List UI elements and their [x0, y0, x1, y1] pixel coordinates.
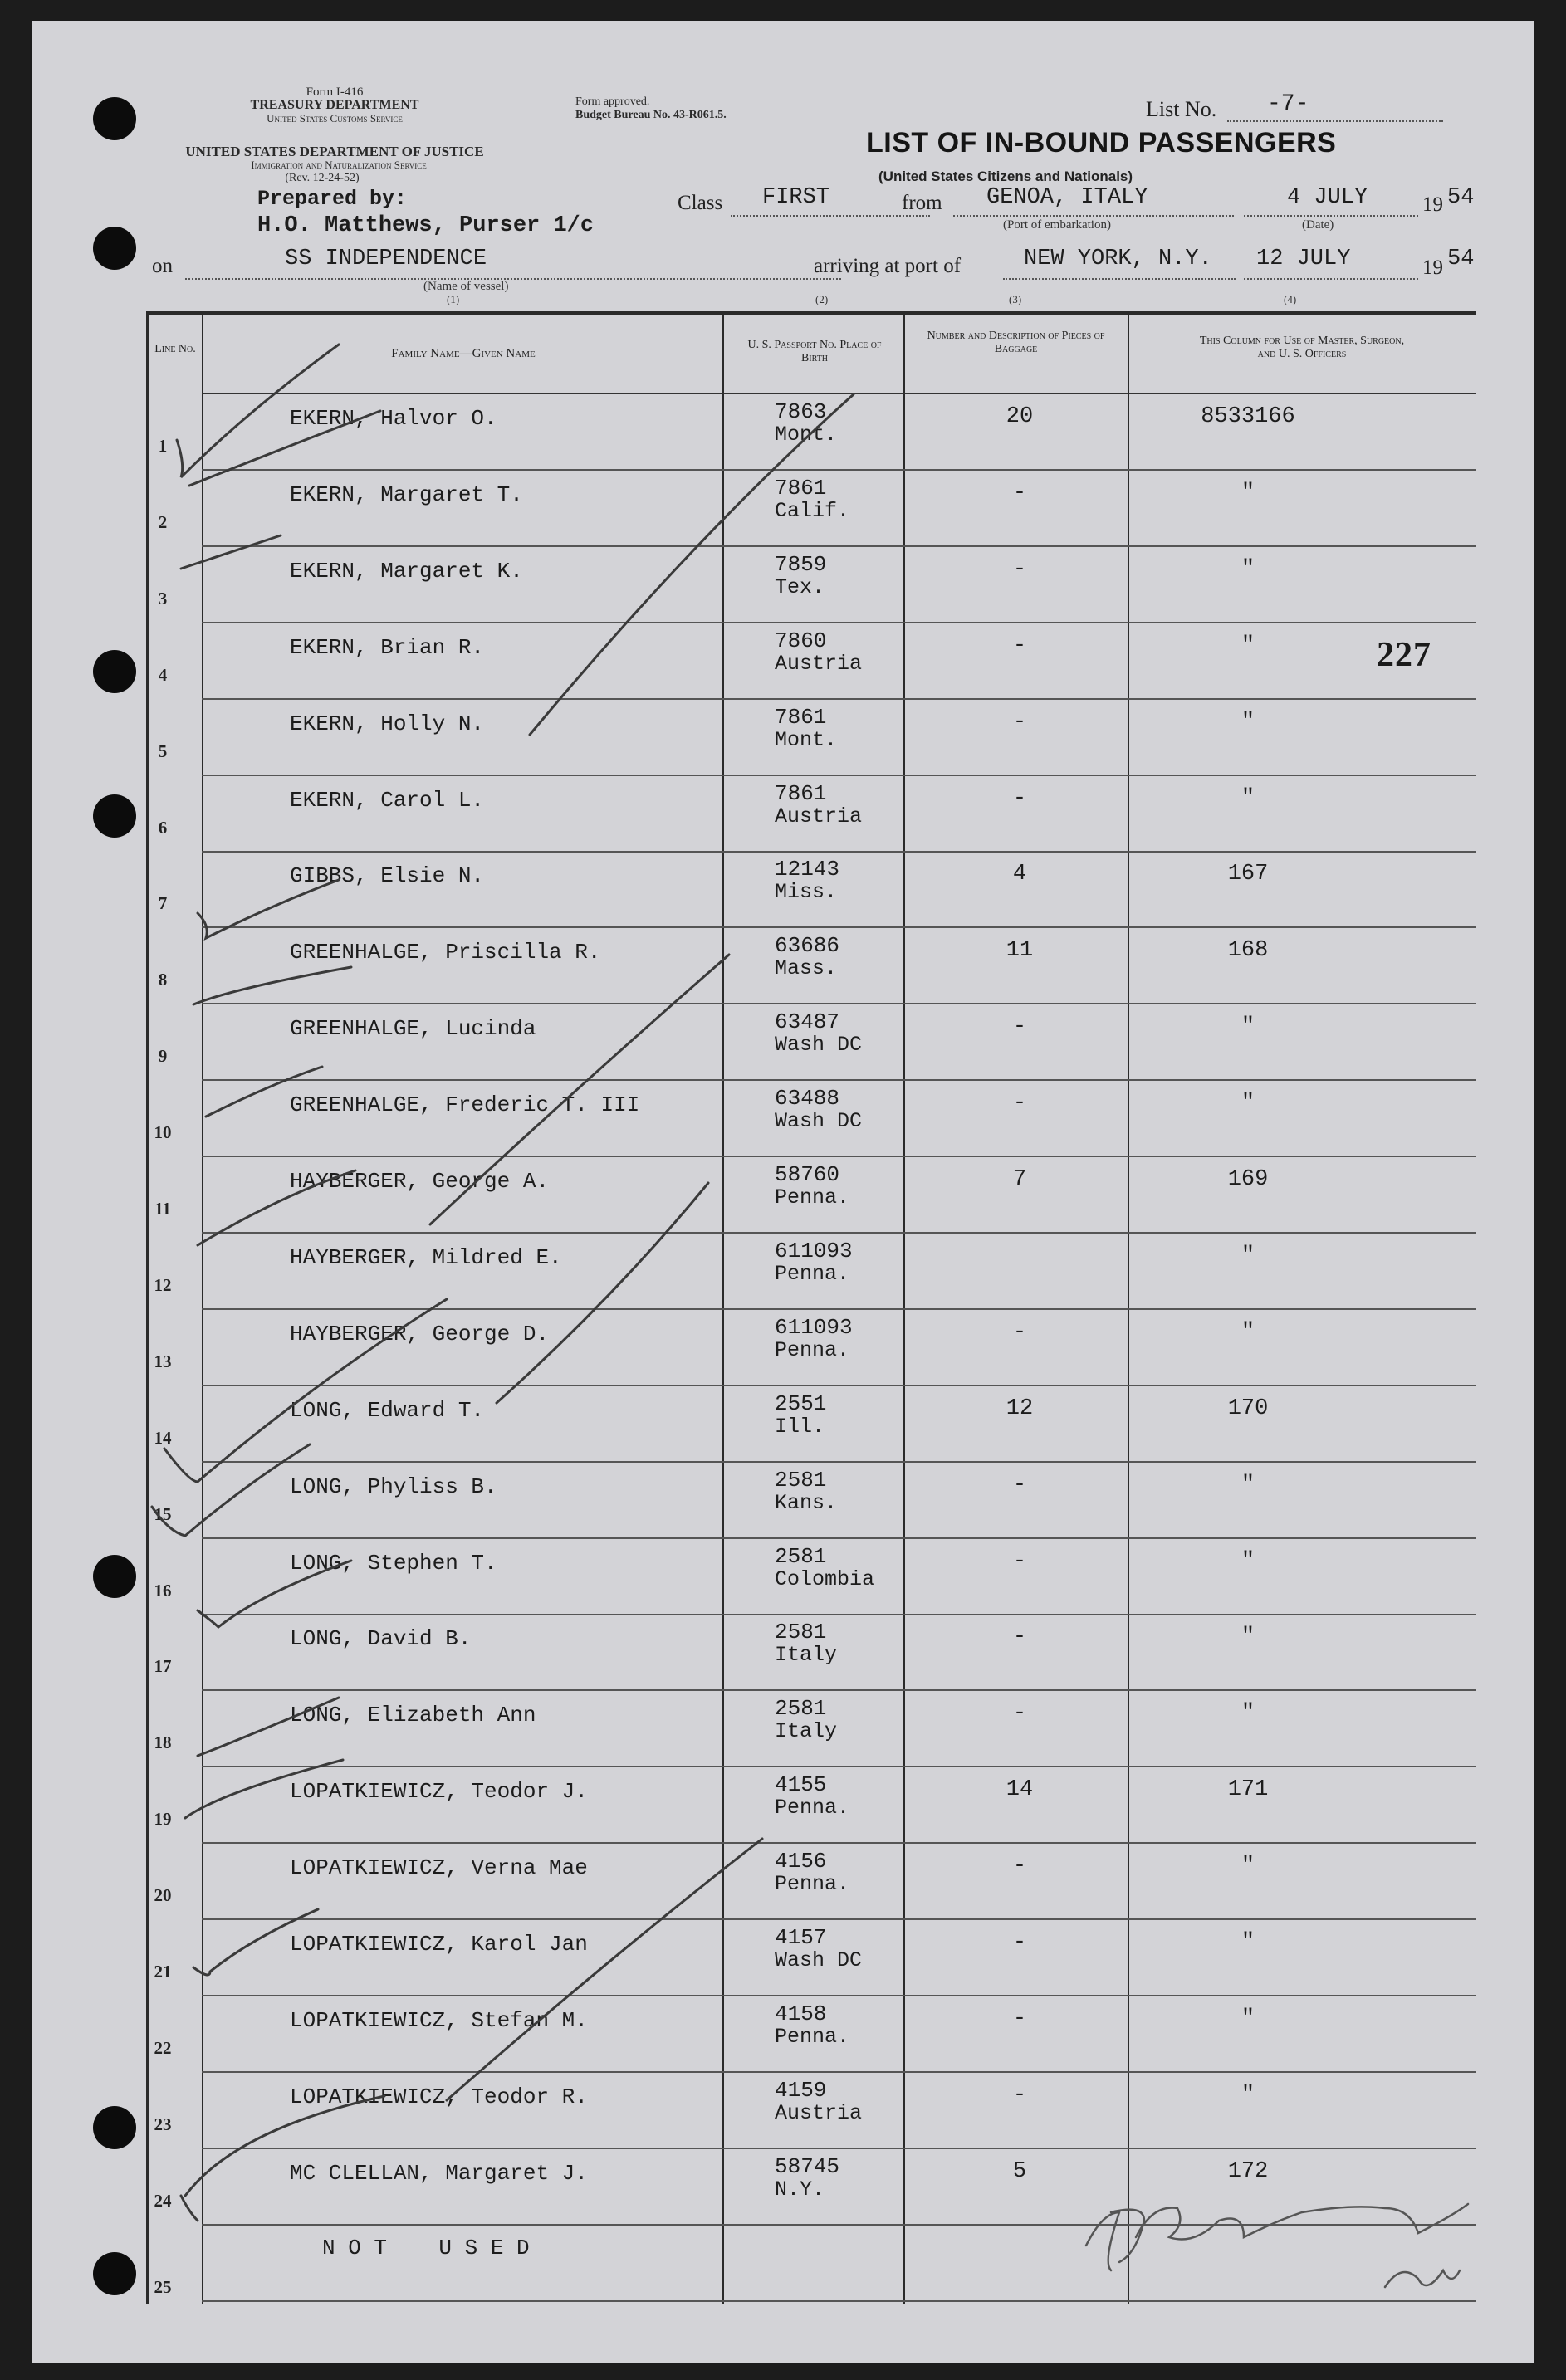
passport-number: 2581	[775, 1468, 827, 1493]
line-number: 23	[154, 2114, 172, 2134]
passenger-name: GREENHALGE, Frederic T. III	[290, 1092, 640, 1117]
passenger-name: MC CLELLAN, Margaret J.	[290, 2161, 588, 2186]
baggage-count: 5	[1012, 2159, 1027, 2184]
line-number: 9	[158, 1046, 168, 1066]
passenger-name: LONG, Edward T.	[290, 1398, 485, 1423]
line-number: 22	[154, 2038, 172, 2058]
treasury-dept: TREASURY DEPARTMENT	[250, 98, 419, 112]
form-revision: (Rev. 12-24-52)	[285, 172, 360, 184]
baggage-count: -	[1012, 1091, 1027, 1116]
place-of-birth: Miss.	[775, 880, 838, 904]
form-approved: Form approved.	[575, 95, 650, 108]
passport-number: 7863	[775, 399, 827, 424]
place-of-birth: Kans.	[775, 1491, 838, 1515]
passenger-name: GREENHALGE, Lucinda	[290, 1016, 536, 1041]
passenger-name: LONG, David B.	[290, 1626, 472, 1651]
passport-number: 4156	[775, 1849, 827, 1874]
col-header-officers: This Column for Use of Master, Surgeon, and U. S. Officers	[1199, 335, 1405, 360]
place-of-birth: Penna.	[775, 1872, 850, 1896]
officer-column: "	[1241, 633, 1255, 658]
line-number: 18	[154, 1732, 172, 1752]
baggage-count: -	[1012, 2083, 1027, 2108]
place-of-birth: Italy	[775, 1719, 838, 1743]
ins-service: Immigration and Naturalization Service	[251, 159, 427, 171]
passport-number: 58760	[775, 1162, 840, 1187]
place-of-birth: Penna.	[775, 1796, 850, 1820]
passport-number: 2581	[775, 1544, 827, 1569]
passport-number: 2551	[775, 1391, 827, 1416]
form-number: Form I-416	[306, 86, 364, 99]
passenger-name: EKERN, Brian R.	[290, 635, 485, 660]
line-number: 24	[154, 2191, 172, 2211]
justice-dept: UNITED STATES DEPARTMENT OF JUSTICE	[185, 144, 484, 159]
baggage-count: -	[1012, 710, 1027, 735]
baggage-count: -	[1012, 2006, 1027, 2031]
passenger-name: HAYBERGER, George A.	[290, 1169, 550, 1194]
baggage-count: -	[1012, 1701, 1027, 1726]
line-number: 13	[154, 1351, 172, 1371]
officer-column: 167	[1227, 862, 1269, 887]
passport-number: 7859	[775, 552, 827, 577]
place-of-birth: Ill.	[775, 1415, 825, 1439]
line-number: 12	[154, 1275, 172, 1295]
col-header-baggage: Number and Description of Pieces of Baggage	[927, 330, 1105, 355]
place-of-birth: Italy	[775, 1643, 838, 1667]
passenger-name: EKERN, Margaret T.	[290, 482, 523, 507]
passport-number: 7860	[775, 628, 827, 653]
passport-number: 7861	[775, 781, 827, 806]
place-of-birth: Austria	[775, 804, 863, 828]
officer-column: 8533166	[1201, 404, 1295, 429]
passenger-name: GREENHALGE, Priscilla R.	[290, 940, 601, 965]
passenger-name: LOPATKIEWICZ, Teodor R.	[290, 2084, 588, 2109]
place-of-birth: Tex.	[775, 575, 825, 599]
place-of-birth: Mont.	[775, 423, 838, 447]
date-caption: (Date)	[1302, 218, 1334, 232]
place-of-birth: Penna.	[775, 1338, 850, 1362]
line-number: 10	[154, 1122, 172, 1142]
place-of-birth: Wash DC	[775, 1948, 863, 1972]
line-number: 8	[158, 970, 168, 990]
officer-column: "	[1241, 1625, 1255, 1649]
passport-number: 611093	[775, 1239, 853, 1263]
baggage-count: -	[1012, 1549, 1027, 1574]
officer-column: "	[1241, 1091, 1255, 1116]
place-of-birth: Penna.	[775, 1262, 850, 1286]
class-value: FIRST	[762, 185, 830, 210]
year-prefix-2: 19	[1422, 257, 1443, 279]
year-prefix: 19	[1422, 193, 1443, 216]
passport-number: 7861	[775, 476, 827, 501]
vessel-caption: (Name of vessel)	[423, 280, 509, 293]
officer-column: "	[1241, 1014, 1255, 1039]
passport-number: 4158	[775, 2001, 827, 2026]
place-of-birth: Austria	[775, 2101, 863, 2125]
page-subtitle: (United States Citizens and Nationals)	[878, 169, 1133, 184]
line-number: 7	[158, 893, 168, 913]
line-number: 1	[158, 436, 168, 456]
passenger-name: HAYBERGER, Mildred E.	[290, 1245, 562, 1270]
line-number: 5	[158, 741, 168, 761]
arrival-day: 12 JULY	[1256, 247, 1351, 271]
passenger-name: EKERN, Halvor O.	[290, 406, 497, 431]
passport-number: 611093	[775, 1315, 853, 1340]
place-of-birth: Calif.	[775, 499, 850, 523]
baggage-count: 14	[1006, 1777, 1034, 1802]
arrival-port: NEW YORK, N.Y.	[1024, 247, 1212, 271]
line-number: 3	[158, 589, 168, 608]
officer-column: 170	[1227, 1396, 1269, 1421]
col-header-line: Line No.	[154, 343, 196, 355]
baggage-count: -	[1012, 1930, 1027, 1955]
officer-column: "	[1241, 1244, 1255, 1268]
document-page	[32, 21, 1534, 2363]
officer-column: 171	[1227, 1777, 1269, 1802]
passenger-name: GIBBS, Elsie N.	[290, 863, 485, 888]
place-of-birth: Wash DC	[775, 1033, 863, 1057]
col-header-name: Family Name—Given Name	[391, 347, 536, 360]
passport-number: 63488	[775, 1086, 840, 1111]
passenger-name: LONG, Stephen T.	[290, 1551, 497, 1576]
place-of-birth: N.Y.	[775, 2177, 825, 2202]
passenger-name: EKERN, Holly N.	[290, 711, 485, 736]
passport-number: 2581	[775, 1696, 827, 1721]
col-num-1: (1)	[447, 293, 460, 305]
from-value: GENOA, ITALY	[986, 185, 1148, 210]
baggage-count: -	[1012, 1014, 1027, 1039]
passport-number: 58745	[775, 2154, 840, 2179]
baggage-count: -	[1012, 1320, 1027, 1345]
line-number: 21	[154, 1962, 172, 1982]
baggage-count: -	[1012, 1625, 1027, 1649]
line-number: 11	[154, 1199, 171, 1219]
prepared-by-value: H.O. Matthews, Purser 1/c	[257, 213, 595, 238]
departure-day: 4 JULY	[1287, 185, 1368, 210]
budget-bureau: Budget Bureau No. 43-R061.5.	[575, 109, 727, 121]
page-title: LIST OF IN-BOUND PASSENGERS	[866, 127, 1337, 159]
passenger-name: LOPATKIEWICZ, Teodor J.	[290, 1779, 588, 1804]
passport-number: 4155	[775, 1772, 827, 1797]
vessel-name: SS INDEPENDENCE	[285, 247, 487, 271]
col-num-2: (2)	[815, 293, 829, 305]
prepared-by-label: Prepared by:	[257, 187, 408, 211]
passport-number: 63686	[775, 933, 840, 958]
baggage-count: 11	[1006, 938, 1034, 963]
line-number: 14	[154, 1428, 172, 1448]
from-label: from	[902, 192, 942, 214]
departure-year: 54	[1447, 185, 1475, 210]
arriving-label: arriving at port of	[814, 255, 962, 277]
officer-column: "	[1241, 1549, 1255, 1574]
place-of-birth: Colombia	[775, 1567, 875, 1591]
passenger-name: HAYBERGER, George D.	[290, 1322, 550, 1346]
customs-service: United States Customs Service	[267, 112, 403, 125]
passenger-name: EKERN, Margaret K.	[290, 559, 523, 584]
baggage-count: 20	[1006, 404, 1034, 429]
officer-column: "	[1241, 2083, 1255, 2108]
list-no-value: -7-	[1267, 91, 1309, 117]
officer-column: "	[1241, 1930, 1255, 1955]
baggage-count: -	[1012, 481, 1027, 506]
col-num-3: (3)	[1009, 293, 1022, 305]
baggage-count: -	[1012, 786, 1027, 811]
line-number: 15	[154, 1504, 172, 1524]
baggage-count: 12	[1006, 1396, 1034, 1421]
place-of-birth: Penna.	[775, 1185, 850, 1210]
col-header-passport: U. S. Passport No. Place of Birth	[747, 339, 882, 364]
line-number: 20	[154, 1885, 172, 1905]
list-no-label: List No.	[1146, 97, 1217, 121]
baggage-count: 7	[1012, 1167, 1027, 1192]
col-num-4: (4)	[1284, 293, 1297, 305]
line-number: 25	[154, 2277, 172, 2297]
passenger-name: LOPATKIEWICZ, Karol Jan	[290, 1932, 588, 1957]
passport-number: 63487	[775, 1009, 840, 1034]
line-number: 19	[154, 1809, 172, 1829]
baggage-count: -	[1012, 1473, 1027, 1498]
port-embarkation-caption: (Port of embarkation)	[1003, 218, 1111, 232]
baggage-count: -	[1012, 1854, 1027, 1879]
passport-number: 4157	[775, 1925, 827, 1950]
baggage-count: 4	[1012, 862, 1027, 887]
officer-column: "	[1241, 1701, 1255, 1726]
place-of-birth: Austria	[775, 652, 863, 676]
officer-column: 168	[1227, 938, 1269, 963]
stamp-number: 227	[1377, 636, 1431, 674]
passenger-name: LOPATKIEWICZ, Verna Mae	[290, 1855, 588, 1880]
officer-column: "	[1241, 481, 1255, 506]
passenger-name: LOPATKIEWICZ, Stefan M.	[290, 2008, 588, 2033]
passport-number: 7861	[775, 705, 827, 730]
officer-column: "	[1241, 786, 1255, 811]
class-label: Class	[678, 192, 723, 214]
not-used-label: N O T U S E D	[322, 2236, 530, 2260]
line-number: 17	[154, 1656, 172, 1676]
officer-column: "	[1241, 1320, 1255, 1345]
line-number: 4	[158, 665, 168, 685]
officer-column: "	[1241, 1854, 1255, 1879]
officer-column: "	[1241, 1473, 1255, 1498]
passport-number: 4159	[775, 2078, 827, 2103]
passport-number: 2581	[775, 1620, 827, 1644]
officer-column: "	[1241, 557, 1255, 582]
handwritten-marks	[32, 21, 1534, 2363]
line-number: 16	[154, 1581, 172, 1601]
passenger-name: LONG, Elizabeth Ann	[290, 1703, 536, 1728]
place-of-birth: Mass.	[775, 956, 838, 980]
on-label: on	[152, 255, 173, 277]
baggage-count: -	[1012, 633, 1027, 658]
place-of-birth: Wash DC	[775, 1109, 863, 1133]
officer-column: 172	[1227, 2159, 1269, 2184]
officer-column: "	[1241, 710, 1255, 735]
place-of-birth: Penna.	[775, 2025, 850, 2049]
baggage-count: -	[1012, 557, 1027, 582]
place-of-birth: Mont.	[775, 728, 838, 752]
officer-column: "	[1241, 2006, 1255, 2031]
officer-column: 169	[1227, 1167, 1269, 1192]
passenger-name: EKERN, Carol L.	[290, 788, 485, 813]
passport-number: 12143	[775, 857, 840, 882]
line-number: 6	[158, 818, 168, 838]
passenger-name: LONG, Phyliss B.	[290, 1474, 497, 1499]
arrival-year: 54	[1447, 247, 1475, 271]
line-number: 2	[158, 512, 168, 532]
